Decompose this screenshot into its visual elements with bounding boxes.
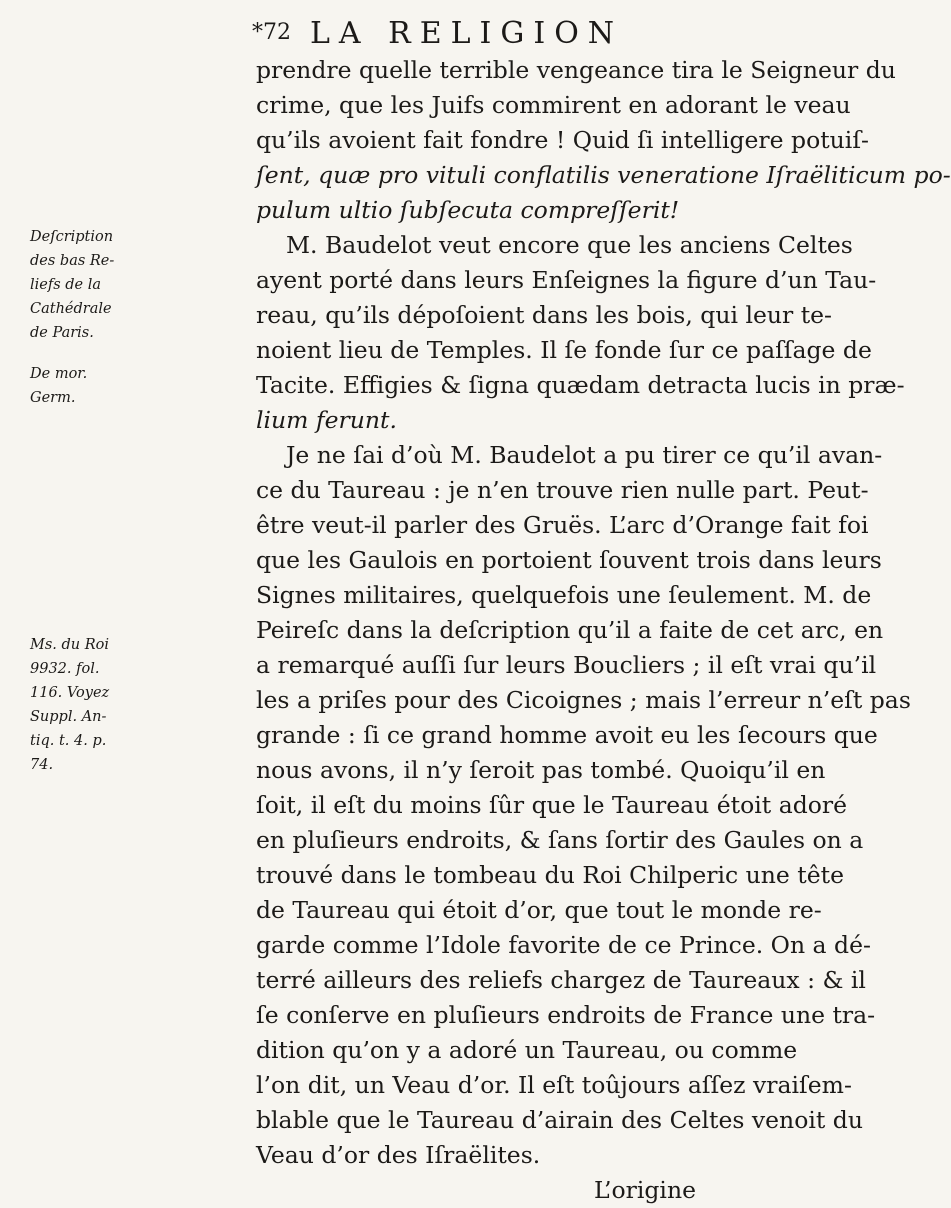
margin-note bbox=[30, 225, 120, 345]
text-line: l’on dit, un Veau d’or. Il eſt toûjours aſſez vraiſem- bbox=[256, 1071, 852, 1099]
text-line: lium ferunt. bbox=[256, 406, 397, 434]
margin-note-line: des bas Re- bbox=[30, 253, 115, 269]
margin-note-line: Cathédrale bbox=[30, 301, 112, 317]
margin-note-line: Deſcription bbox=[30, 229, 114, 245]
text-line: prendre quelle terrible vengeance tira le Seigneur du bbox=[256, 56, 896, 84]
text-line: ſoit, il eſt du moins ſûr que le Taureau étoit adoré bbox=[256, 791, 848, 819]
page-number: *72 bbox=[252, 20, 291, 45]
running-title: LA RELIGION bbox=[310, 16, 624, 51]
text-line: terré ailleurs des reliefs chargez de Taureaux : & il bbox=[256, 966, 866, 994]
text-line: crime, que les Juifs commirent en adorant le veau bbox=[256, 91, 851, 119]
text-line: Je ne ſai d’où M. Baudelot a pu tirer ce qu’il avan- bbox=[286, 441, 883, 469]
margin-note bbox=[30, 633, 120, 777]
margin-note-line: 74. bbox=[30, 757, 54, 773]
text-line: garde comme l’Idole favorite de ce Prince. On a dé- bbox=[256, 931, 871, 959]
margin-note bbox=[30, 362, 120, 410]
margin-note-line: Ms. du Roi bbox=[30, 637, 110, 653]
margin-note-line: liefs de la bbox=[30, 277, 102, 293]
margin-note-line: tiq. t. 4. p. bbox=[30, 733, 107, 749]
margin-note-line: de Paris. bbox=[30, 325, 94, 341]
text-line: que les Gaulois en portoient ſouvent trois dans leurs bbox=[256, 546, 882, 574]
text-line: Veau d’or des Iſraëlites. bbox=[256, 1141, 541, 1169]
text-line: Peireſc dans la deſcription qu’il a faite de cet arc, en bbox=[256, 616, 884, 644]
body-text bbox=[256, 53, 951, 1208]
text-line: grande : ſi ce grand homme avoit eu les ſecours que bbox=[256, 721, 878, 749]
text-line: M. Baudelot veut encore que les anciens Celtes bbox=[286, 231, 853, 259]
text-line: de Taureau qui étoit d’or, que tout le monde re- bbox=[256, 896, 822, 924]
text-line: reau, qu’ils dépoſoient dans les bois, qui leur te- bbox=[256, 301, 832, 329]
margin-note-line: Germ. bbox=[30, 390, 76, 406]
text-line: noient lieu de Temples. Il ſe fonde ſur ce paſſage de bbox=[256, 336, 872, 364]
margin-note-line: 9932. fol. bbox=[30, 661, 100, 677]
text-line: Tacite. Effigies & ſigna quædam detracta lucis in præ- bbox=[256, 371, 905, 399]
text-line: a remarqué auſſi ſur leurs Boucliers ; il eſt vrai qu’il bbox=[256, 651, 877, 679]
text-line: ce du Taureau : je n’en trouve rien nulle part. Peut- bbox=[256, 476, 869, 504]
text-line: en pluſieurs endroits, & ſans ſortir des Gaules on a bbox=[256, 826, 864, 854]
text-line: les a priſes pour des Cicoignes ; mais l’erreur n’eſt pas bbox=[256, 686, 911, 714]
text-line: blable que le Taureau d’airain des Celtes venoit du bbox=[256, 1106, 863, 1134]
text-line: trouvé dans le tombeau du Roi Chilperic une tête bbox=[256, 861, 844, 889]
text-line: ſent, quæ pro vituli conflatilis veneratione Iſraëliticum po- bbox=[256, 161, 951, 189]
catchword: L’origine bbox=[594, 1176, 696, 1204]
text-line: ayent porté dans leurs Enſeignes la figure d’un Tau- bbox=[256, 266, 877, 294]
margin-note-line: Suppl. An- bbox=[30, 709, 107, 725]
text-line: qu’ils avoient fait fondre ! Quid ſi intelligere potuiſ- bbox=[256, 126, 869, 154]
text-line: Signes militaires, quelquefois une ſeulement. M. de bbox=[256, 581, 872, 609]
text-line: être veut-il parler des Gruës. L’arc d’Orange fait foi bbox=[256, 511, 869, 539]
text-line: pulum ultio ſubſecuta compreſſerit! bbox=[256, 196, 680, 224]
text-line: nous avons, il n’y ſeroit pas tombé. Quoiqu’il en bbox=[256, 756, 826, 784]
margin-note-line: 116. Voyez bbox=[30, 685, 110, 701]
text-line: ſe conſerve en pluſieurs endroits de France une tra- bbox=[256, 1001, 876, 1029]
running-header bbox=[252, 14, 722, 54]
margin-note-line: De mor. bbox=[30, 366, 88, 382]
text-line: dition qu’on y a adoré un Taureau, ou comme bbox=[256, 1036, 798, 1064]
